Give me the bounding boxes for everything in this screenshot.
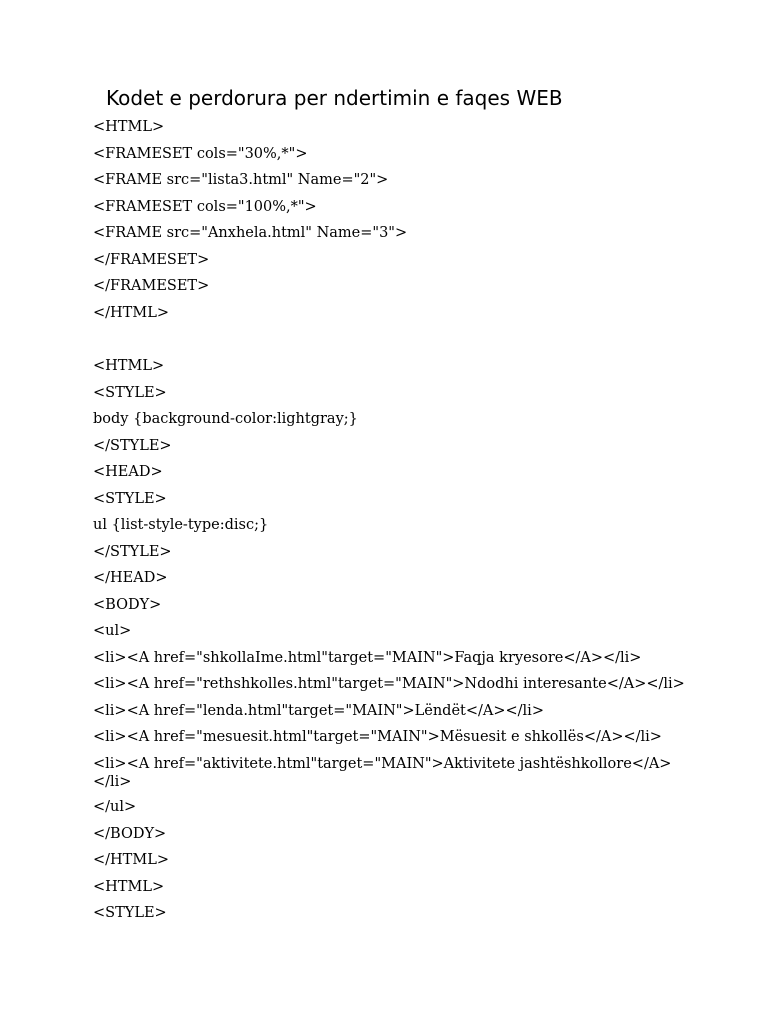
code-line: </BODY> — [93, 826, 167, 842]
code-line: <HEAD> — [93, 464, 163, 480]
code-line: body {background-color:lightgray;} — [93, 411, 358, 427]
code-line: <FRAME src="lista3.html" Name="2"> — [93, 172, 389, 188]
code-line: </STYLE> — [93, 544, 172, 560]
document-title: Kodet e perdorura per ndertimin e faqes WEB — [106, 86, 563, 110]
code-line: <BODY> — [93, 597, 162, 613]
code-line: <FRAME src="Anxhela.html" Name="3"> — [93, 225, 408, 241]
code-line: <li><A href="rethshkolles.html"target="MAIN">Ndodhi interesante</A></li> — [93, 676, 685, 692]
code-line: </HTML> — [93, 305, 169, 321]
code-line: <STYLE> — [93, 491, 167, 507]
code-line: <li><A href="lenda.html"target="MAIN">Lëndët</A></li> — [93, 703, 544, 719]
code-line: </HTML> — [93, 852, 169, 868]
code-line: </ul> — [93, 799, 137, 815]
code-line: <li><A href="shkollaIme.html"target="MAIN">Faqja kryesore</A></li> — [93, 650, 642, 666]
code-line: ul {list-style-type:disc;} — [93, 517, 269, 533]
code-line: </HEAD> — [93, 570, 168, 586]
code-line: </FRAMESET> — [93, 278, 210, 294]
code-line: <HTML> — [93, 879, 165, 895]
code-line: <STYLE> — [93, 905, 167, 921]
code-line: <FRAMESET cols="100%,*"> — [93, 199, 317, 215]
code-line: <STYLE> — [93, 385, 167, 401]
code-line: <HTML> — [93, 119, 165, 135]
code-line: <ul> — [93, 623, 132, 639]
code-line: </FRAMESET> — [93, 252, 210, 268]
code-line: <li><A href="aktivitete.html"target="MAIN">Aktivitete jashtëshkollore</A></li> — [93, 756, 672, 790]
code-line: <li><A href="mesuesit.html"target="MAIN">Mësuesit e shkollës</A></li> — [93, 729, 662, 745]
code-line: </STYLE> — [93, 438, 172, 454]
code-line: <HTML> — [93, 358, 165, 374]
code-line: <FRAMESET cols="30%,*"> — [93, 146, 308, 162]
